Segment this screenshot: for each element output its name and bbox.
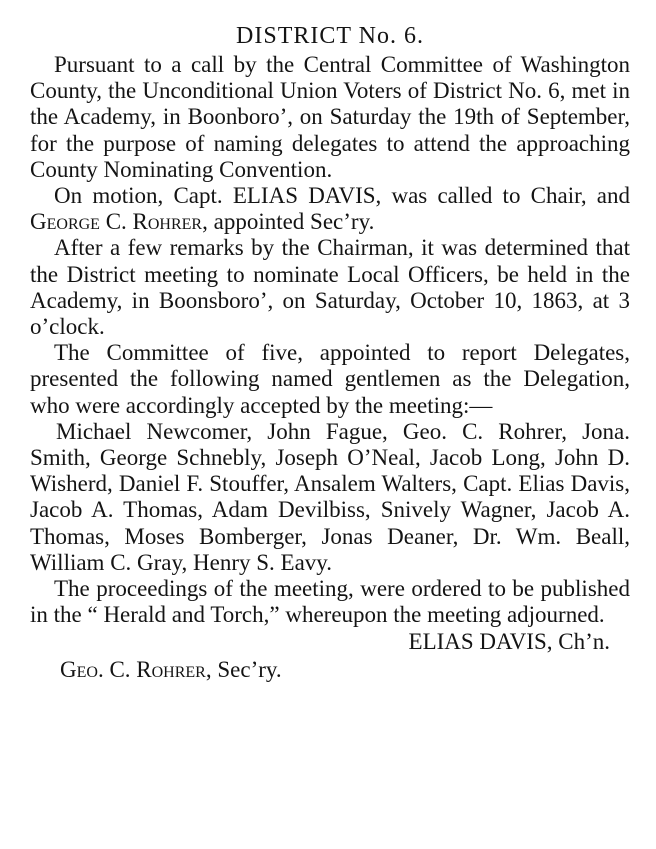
paragraph-motion: [30, 183, 630, 235]
secretary-suffix: , Sec’ry.: [205, 657, 282, 683]
secretary-name-inline: George C. Rohrer: [30, 209, 203, 235]
paragraph-remarks: After a few remarks by the Chairman, it was determined that the District meeting to nominate Local Officers, be held in the Academy, in Boonsboro’, on Saturday, October 10, 1863, at 3 o’clock.: [30, 235, 630, 340]
delegate-list: Michael Newcomer, John Fague, Geo. C. Rohrer, Jona. Smith, George Schnebly, Joseph O’Neal, Jacob Long, John D. Wisherd, Daniel F. Stouffer, Ansalem Walters, Capt. Elias Davis, Jacob A. Thomas, Adam Devilbiss, Snively Wagner, Jacob A. Thomas, Moses Bomberger, Jonas Deaner, Dr. Wm. Beall, William C. Gray, Henry S. Eavy.: [30, 418, 630, 575]
motion-text-a: On motion, Capt. ELIAS DAVIS, was called to Chair, and: [54, 183, 630, 209]
paragraph-proceedings: The proceedings of the meeting, were ordered to be published in the “ Herald and Torch,” whereupon the meeting adjourned.: [30, 576, 630, 628]
newspaper-clipping: [30, 22, 630, 832]
paragraph-call: Pursuant to a call by the Central Committee of Washington County, the Unconditional Union Voters of District No. 6, met in the Academy, in Boonboro’, on Saturday the 19th of September, for the purpose of naming delegates to attend the approaching County Nominating Convention.: [30, 52, 630, 182]
headline: DISTRICT No. 6.: [236, 23, 424, 49]
secretary-name: Geo. C. Rohrer: [60, 657, 206, 683]
motion-text-b: , appointed Sec’ry.: [202, 209, 375, 235]
paragraph-committee: The Committee of five, appointed to report Delegates, presented the following named gentlemen as the Delegation, who were accordingly accepted by the meeting:—: [30, 340, 630, 418]
secretary-signature: [30, 656, 630, 684]
chairman-signature: ELIAS DAVIS, Ch’n.: [408, 629, 610, 655]
